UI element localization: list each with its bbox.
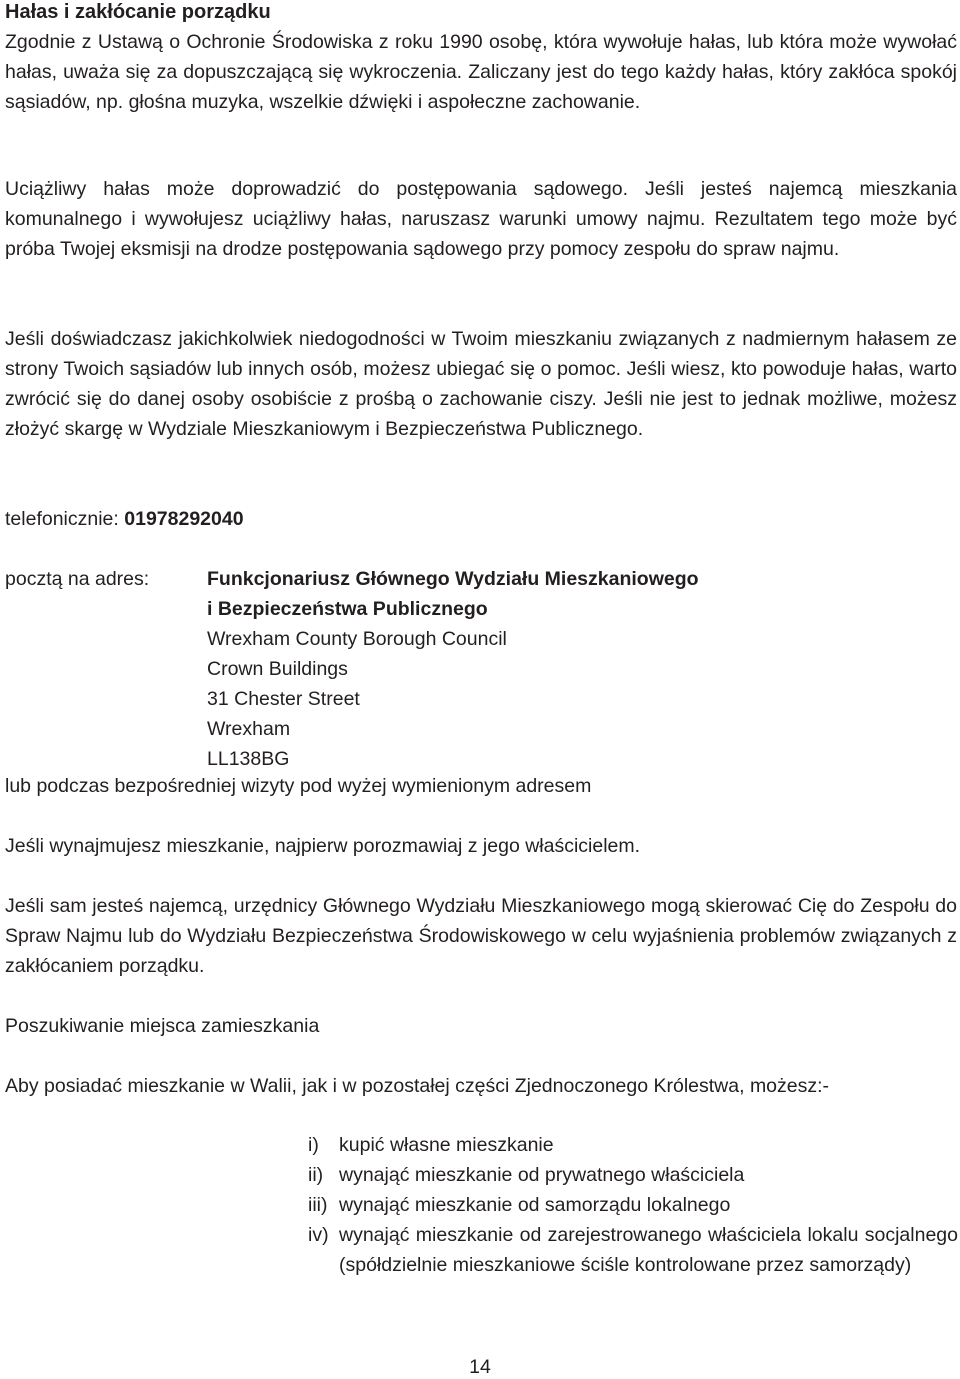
list-item-number: iv): [308, 1224, 329, 1246]
list-item-number: iii): [308, 1194, 328, 1216]
list-item-text: wynająć mieszkanie od samorządu lokalnego: [339, 1194, 731, 1216]
section-title: Hałas i zakłócanie porządku: [5, 1, 271, 23]
list-item: [308, 1220, 958, 1280]
list-item-number: i): [308, 1134, 319, 1156]
postal-address: [207, 564, 699, 774]
address-officer-line-2: i Bezpieczeństwa Publicznego: [207, 598, 488, 620]
housing-options-list: [308, 1130, 958, 1280]
housing-intro: Aby posiadać mieszkanie w Walii, jak i w pozostałej części Zjednoczonego Królestwa, możesz:-: [5, 1075, 830, 1097]
address-council: Wrexham County Borough Council: [207, 628, 507, 650]
page-number: 14: [469, 1356, 491, 1378]
phone-number: 01978292040: [124, 508, 244, 530]
paragraph-landlord: Jeśli wynajmujesz mieszkanie, najpierw porozmawiaj z jego właścicielem.: [5, 835, 641, 857]
paragraph-noise-law: Zgodnie z Ustawą o Ochronie Środowiska z roku 1990 osobę, która wywołuje hałas, lub która może wywołać hałas, uważa się za dopuszczającą się wykroczenia. Zaliczany jest do tego każdy hałas, który zakłóca spokój sąsiadów, np. głośna muzyka, wszelkie dźwięki i aspołeczne zachowanie.: [5, 31, 957, 113]
list-item-text: wynająć mieszkanie od zarejestrowanego właściciela lokalu socjalnego (spółdzielnie mieszkaniowe ściśle kontrolowane przez samorządy): [339, 1224, 958, 1276]
address-officer-line-1: Funkcjonariusz Głównego Wydziału Mieszkaniowego: [207, 568, 699, 590]
paragraph-court-proceedings: Uciążliwy hałas może doprowadzić do postępowania sądowego. Jeśli jesteś najemcą mieszkania komunalnego i wywołujesz uciążliwy hałas, naruszasz warunki umowy najmu. Rezultatem tego może być próba Twojej eksmisji na drodze postępowania sądowego przy pomocy zespołu do spraw najmu.: [5, 178, 957, 260]
list-item: [308, 1160, 958, 1190]
address-town: Wrexham: [207, 718, 291, 740]
list-item-text: kupić własne mieszkanie: [339, 1134, 554, 1156]
housing-heading: Poszukiwanie miejsca zamieszkania: [5, 1015, 320, 1037]
paragraph-seeking-help: Jeśli doświadczasz jakichkolwiek niedogodności w Twoim mieszkaniu związanych z nadmiernym hałasem ze strony Twoich sąsiadów lub innych osób, możesz ubiegać się o pomoc. Jeśli wiesz, kto powoduje hałas, warto zwrócić się do danej osoby osobiście z prośbą o zachowanie ciszy. Jeśli nie jest to jednak możliwe, możesz złożyć skargę w Wydziale Mieszkaniowym i Bezpieczeństwa Publicznego.: [5, 328, 957, 440]
phone-contact: [5, 504, 244, 534]
address-building: Crown Buildings: [207, 658, 348, 680]
visit-note: lub podczas bezpośredniej wizyty pod wyżej wymienionym adresem: [5, 775, 592, 797]
phone-label: telefonicznie:: [5, 508, 125, 530]
list-item: [308, 1130, 958, 1160]
address-postcode: LL138BG: [207, 748, 290, 770]
address-street: 31 Chester Street: [207, 688, 360, 710]
list-item: [308, 1190, 958, 1220]
list-item-text: wynająć mieszkanie od prywatnego właściciela: [339, 1164, 745, 1186]
paragraph-tenant: Jeśli sam jesteś najemcą, urzędnicy Głównego Wydziału Mieszkaniowego mogą skierować Cię do Zespołu do Spraw Najmu lub do Wydziału Bezpieczeństwa Środowiskowego w celu wyjaśnienia problemów związanych z zakłócaniem porządku.: [5, 895, 957, 977]
list-item-number: ii): [308, 1164, 324, 1186]
post-label: pocztą na adres:: [5, 568, 150, 590]
